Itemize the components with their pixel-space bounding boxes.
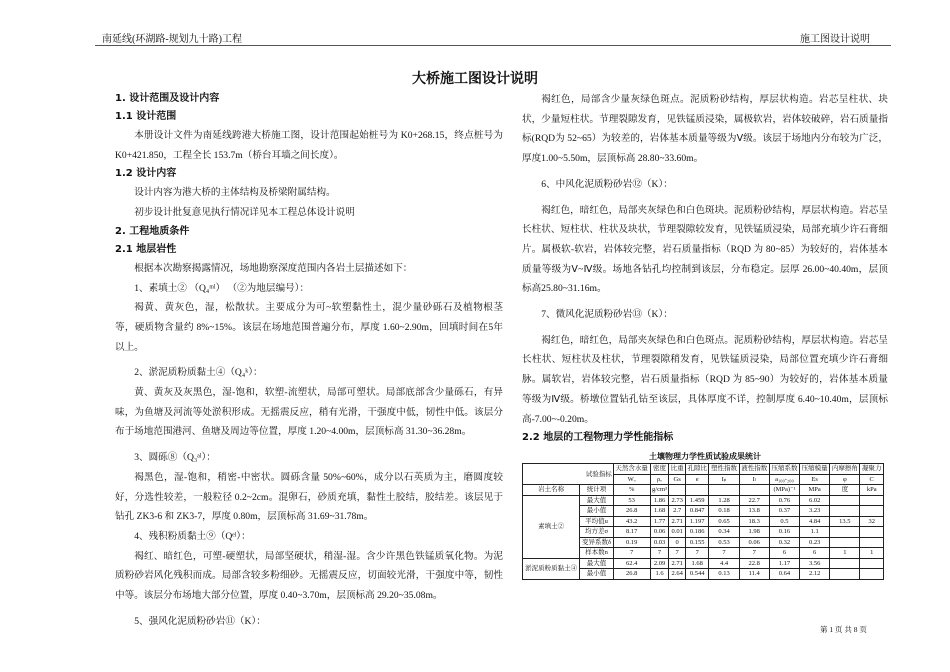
table-row [523,495,884,506]
stratum-description-5: 褐红色，局部含少量灰绿色斑点。泥质粉砂结构，厚层状构造。岩芯呈柱状、块状，少量短柱状。节理裂隙发育，见铁锰质浸染，属极软岩，岩体较破碎，岩石质量指标(RQD为 52~65）为较差的，岩体基本质量等级为Ⅴ级。该层于场地内分布较为广泛，厚度1.00~5.50m，层顶标高 28.80~33.60m。 [522,94,888,165]
symbol-cell: Iₗ [739,474,769,485]
value-cell [830,527,860,538]
left-column [115,90,503,631]
unit-cell [709,485,739,496]
value-cell: 26.8 [613,506,650,517]
value-cell: 4.84 [800,516,830,527]
value-cell: 0 [669,537,686,548]
value-cell: 53 [613,495,650,506]
soil-group-cell: 素填土② [523,495,580,558]
stratum-heading-3: 3、圆砾⑧（Q₃ᵃˡ）： [134,452,216,464]
section-heading-2: 2. 工程地质条件 [115,225,190,237]
header-cell: 密度 [650,464,669,475]
corner-label-soil-name: 岩土名称 [523,485,580,496]
value-cell: 2.71 [669,558,686,569]
value-cell: 0.65 [709,516,739,527]
header-divider [95,45,891,46]
value-cell: 2.7 [669,506,686,517]
value-cell [860,537,884,548]
header-cell: 天然含水量 [613,464,650,475]
symbol-cell: Wₒ [613,474,650,485]
header-cell: 压缩模量 [800,464,830,475]
stratum-description-1: 褐黄、黄灰色，湿，松散状。主要成分为可~软塑黏性土，混少量砂砾石及植物根茎等，硬质物含量约 8%~15%。该层在场地范围普遍分布，厚度 1.60~2.90m，回填时间在5年以上。 [115,302,503,353]
header-cell: 液性指数 [739,464,769,475]
value-cell: 6.02 [800,495,830,506]
paragraph-design-content: 设计内容为港大桥的主体结构及桥梁附属结构。 [134,187,336,199]
value-cell: 1.98 [739,527,769,538]
statistic-label-cell: 最大值 [580,495,613,506]
value-cell: 1.1 [800,527,830,538]
value-cell [860,495,884,506]
value-cell: 0.06 [650,527,669,538]
value-cell: 1.77 [650,516,669,527]
paragraph-approval-note: 初步设计批复意见执行情况详见本工程总体设计说明 [134,207,355,219]
paragraph-design-scope: 本册设计文件为南延线跨港大桥施工图，设计范围起始桩号为 K0+268.15，终点桩号为 K0+421.850，工程全长 153.7m（桥台耳墙之间长度）。 [115,130,503,161]
value-cell: 32 [860,516,884,527]
value-cell: 1.68 [686,558,709,569]
corner-label-test-index: 试验指标 [585,470,612,478]
value-cell: 1.68 [650,506,669,517]
symbol-cell: Es [800,474,830,485]
value-cell [830,495,860,506]
header-project-name: 南延线(环湖路-规划九十路)工程 [102,34,242,45]
value-cell: 0.5 [769,516,799,527]
value-cell [830,537,860,548]
value-cell: 18.3 [739,516,769,527]
stratum-heading-2: 2、淤泥质粉质黏土④（Q₄ᵏ）： [134,367,263,379]
stratum-heading-6: 6、中风化泥质粉砂岩⑫（K）： [541,178,673,190]
section-heading-1-1: 1.1 设计范围 [115,111,177,122]
stratum-heading-1: 1、素填土② （Q₄ᵐˡ） （②为地层编号）： [134,282,310,294]
section-heading-1-2: 1.2 设计内容 [115,168,177,180]
value-cell: 6 [800,548,830,559]
statistic-label-cell: 平均值u [580,516,613,527]
symbol-cell: Iₚ [709,474,739,485]
table-header-row-3 [523,485,884,496]
value-cell: 2.64 [669,569,686,580]
soil-properties-table [522,463,884,580]
table-title: 土壤物理力学性质试验成果统计 [649,452,761,462]
statistic-label-cell: 最小值 [580,569,613,580]
value-cell [830,569,860,580]
unit-cell: % [613,485,650,496]
value-cell: 0.06 [739,537,769,548]
value-cell: 22.8 [739,558,769,569]
header-cell: 压缩系数 [769,464,799,475]
value-cell: 0.23 [800,537,830,548]
value-cell: 3.23 [800,506,830,517]
value-cell: 8.17 [613,527,650,538]
value-cell: 0.186 [686,527,709,538]
section-heading-2-1: 2.1 地层岩性 [115,243,177,255]
stratum-description-4: 褐红、暗红色，可塑-硬塑状，局部坚硬状，稍湿-湿。含少许黑色铁锰质氧化物。为泥质粉砂岩风化残积而成。局部含较多粉细砂。无摇震反应，切面较光滑，干强度中等，韧性中等。该层分布场地大部分位置，厚度 0.40~3.70m，层顶标高 29.20~35.08m。 [115,550,503,602]
value-cell: 22.7 [739,495,769,506]
header-cell: 内摩擦角 [830,464,860,475]
value-cell: 0.16 [769,527,799,538]
table-row [523,558,884,569]
header-document-type: 施工图设计说明 [800,34,870,45]
table-header-row-1 [523,464,884,475]
value-cell: 0.37 [769,506,799,517]
value-cell: 1.197 [686,516,709,527]
value-cell: 0.544 [686,569,709,580]
value-cell: 2.12 [800,569,830,580]
value-cell: 7 [613,548,650,559]
stratum-description-7: 褐红色，暗红色，局部夹灰绿色和白色斑点。泥质粉砂结构，厚层状构造。岩芯呈长柱状、短柱状及柱状，节理裂隙稍发育，见铁锰质浸染，局部位置充填少许石膏细脉。属软岩，岩体较完整，岩石质量指标（RQD 为 85~90）为较好的，岩体基本质量等级为Ⅳ级。桥墩位置钻孔钻至该层，具体厚度不详，控制厚度 6.40~10.40m，层顶标高-7.00~-0.20m。 [522,334,888,425]
value-cell: 7 [669,548,686,559]
statistic-label-cell: 均方差σ [580,527,613,538]
value-cell: 0.32 [769,537,799,548]
value-cell: 0.53 [709,537,739,548]
value-cell: 43.2 [613,516,650,527]
unit-cell [669,485,686,496]
value-cell: 11.4 [739,569,769,580]
header-cell: 比重 [670,465,684,473]
table-corner-cell [523,464,614,485]
page-title: 大桥施工图设计说明 [412,71,538,87]
symbol-cell: e [686,474,709,485]
value-cell: 3.56 [800,558,830,569]
unit-cell: g/cm³ [652,486,667,494]
value-cell: 26.8 [613,569,650,580]
header-cell: 孔隙比 [687,465,707,473]
value-cell: 1 [860,548,884,559]
value-cell [860,527,884,538]
page-number: 第 1 页 共 8 页 [820,625,867,634]
soil-group-cell: 淤泥质粉质黏土④ [523,558,580,579]
value-cell: 7 [686,548,709,559]
symbol-cell: φ [830,474,860,485]
value-cell [860,569,884,580]
statistic-label-cell: 变异系数δ [580,537,613,548]
stratum-description-3: 褐黑色，湿-饱和，稍密-中密状。圆砾含量 50%~60%，成分以石英质为主，磨圆度较好，分选性较差，一般粒径 0.2~2cm。混卵石，砂质充填，黏性土胶结，胶结差。该层见于钻孔 ZK3-6 和 ZK3-7，厚度 0.80m，层顶标高 31.69~31.78m。 [115,471,503,523]
value-cell: 1.86 [650,495,669,506]
unit-cell [686,485,709,496]
value-cell: 0.76 [769,495,799,506]
unit-cell [739,485,769,496]
section-heading-2-2: 2.2 地层的工程物理力学性能指标 [522,432,674,444]
corner-label-statistic: 统计项 [580,485,613,496]
value-cell [860,506,884,517]
value-cell: 2.73 [669,495,686,506]
value-cell: 13.5 [830,516,860,527]
header-cell: 凝聚力 [860,464,884,475]
unit-cell: MPa [800,485,830,496]
value-cell: 0.155 [686,537,709,548]
section-heading-1: 1. 设计范围及设计内容 [115,93,220,104]
value-cell: 7 [739,548,769,559]
value-cell: 0.03 [650,537,669,548]
value-cell: 13.8 [739,506,769,517]
value-cell: 7 [650,548,669,559]
symbol-cell: a₁₀₀-₂₀₀ [769,474,799,485]
unit-cell: 度 [830,485,860,496]
value-cell: 0.18 [709,506,739,517]
value-cell: 1.459 [686,495,709,506]
value-cell: 1.28 [709,495,739,506]
value-cell: 0.64 [769,569,799,580]
header-cell: 塑性指数 [709,464,739,475]
value-cell: 2.71 [669,516,686,527]
unit-cell: kPa [860,485,884,496]
statistic-label-cell: 最大值 [580,558,613,569]
value-cell: 0.01 [669,527,686,538]
value-cell: 6 [769,548,799,559]
statistic-label-cell: 样本数n [580,548,613,559]
value-cell [830,558,860,569]
stratum-description-6: 褐红色，暗红色，局部夹灰绿色和白色斑块。泥质粉砂结构，厚层状构造。岩芯呈长柱状、短柱状、柱状及块状，节理裂隙较发育，见铁锰质浸染，局部充填少许石膏细片。属极软-软岩，岩体较完整，岩石质量指标（RQD 为 80~85）为较好的，岩体基本质量等级为Ⅴ~Ⅳ级。场地各钻孔均控制到该层，分布稳定。层厚 26.00~40.40m，层顶标高25.80~31.16m。 [522,204,888,295]
value-cell: 4.4 [709,558,739,569]
right-column [522,90,888,580]
value-cell: 0.847 [686,506,709,517]
value-cell: 0.19 [613,537,650,548]
stratum-heading-5: 5、强风化泥质粉砂岩⑪（K）： [134,615,266,627]
value-cell [830,506,860,517]
value-cell: 2.09 [650,558,669,569]
stratum-heading-7: 7、微风化泥质粉砂岩⑬（K）： [541,309,673,321]
unit-cell: (MPa)⁻¹ [769,485,799,496]
stratum-description-2: 黄、黄灰及灰黑色，湿-饱和，软塑-流塑状，局部可塑状。局部底部含少量砾石，有异味，为鱼塘及河流等处淤积形成。无摇震反应，稍有光滑，干强度中低，韧性中低。该层分布于场地范围港河、鱼塘及周边等位置，厚度 1.20~4.00m，层顶标高 31.30~36.28m。 [115,387,503,438]
value-cell: 62.4 [613,558,650,569]
symbol-cell: C [860,474,884,485]
value-cell: 0.34 [709,527,739,538]
stratum-heading-4: 4、残积粉质黏土⑨（Qᵉˡ）： [134,530,251,542]
symbol-cell: ρₒ [650,474,669,485]
statistic-label-cell: 最小值 [580,506,613,517]
value-cell: 1.17 [769,558,799,569]
value-cell: 1 [830,548,860,559]
value-cell: 0.13 [709,569,739,580]
value-cell: 7 [709,548,739,559]
symbol-cell: Gs [669,474,686,485]
value-cell [860,558,884,569]
value-cell: 1.6 [650,569,669,580]
paragraph-strata-intro: 根据本次勘察揭露情况，场地勘察深度范围内各岩土层描述如下： [134,262,413,274]
